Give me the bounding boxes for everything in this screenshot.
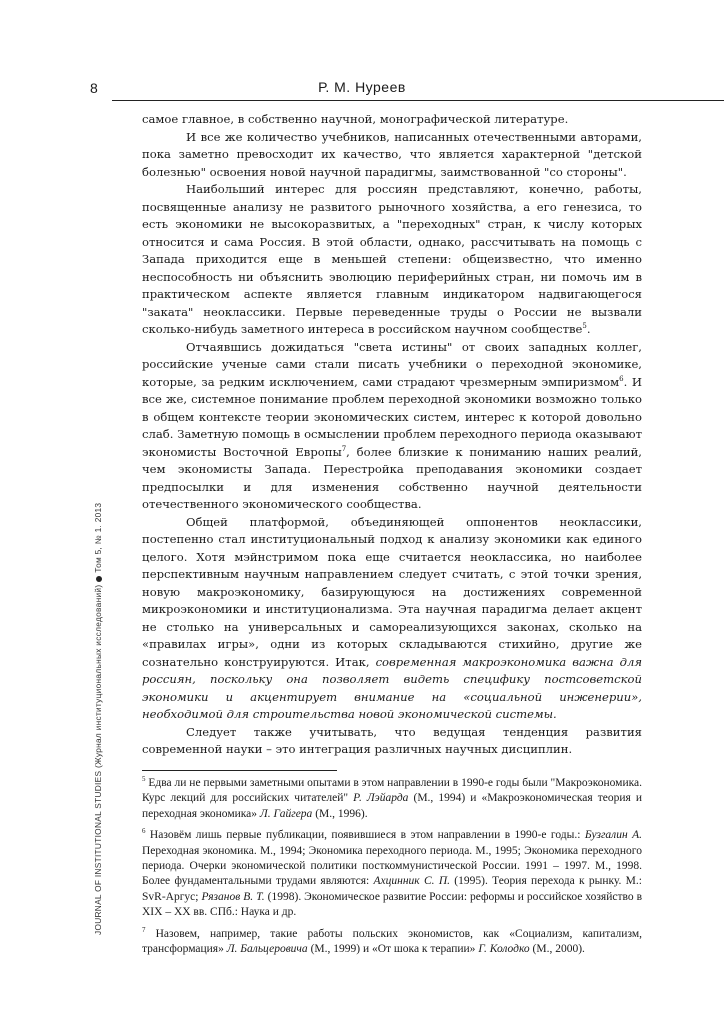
footnote-6-text: (1995). Теория перехода к рынку. М.: SvR-Аргус; — [142, 875, 642, 903]
page-number: 8 — [90, 80, 98, 96]
running-head-author: Р. М. Нуреев — [318, 79, 406, 95]
paragraph-3-text-b: . И все же, системное понимание проблем переходной экономики возможно только в общем контексте теории экономических систем, интерес к которой довольно слаб. Заметную помощь в осмыслении проблем переходного периода оказывают экономисты Восточной Европы — [142, 374, 642, 459]
paragraph-5: Следует также учитывать, что ведущая тенденция развития современной науки – это интеграция различных научных дисциплин. — [142, 724, 642, 756]
paragraph-1: И все же количество учебников, написанных отечественными авторами, пока заметно превосходит их качество, что является характерной "детской болезнью" освоения новой научной парадигмы, заимствованной "со стороны". — [142, 129, 642, 179]
footnote-ref-5[interactable]: 5 — [582, 322, 587, 331]
footnote-6-text: Назовём лишь первые публикации, появившиеся в этом направлении в 1990-е годы.: — [145, 829, 585, 842]
paragraph-2: Наибольший интерес для россиян представляют, конечно, работы, посвященные анализу не развитого рыночного хозяйства, а его генезиса, то есть экономики не высокоразвитых, а "переходных" стран, к числу которых относится и сама Россия. В этой области, однако, рассчитывать на помощь с Запада приходится еще в меньшей степени: общеизвестно, что именно неспособность ни объяснить эволюцию периферийных стран, ни помочь им в практическом аспекте является главным индикатором надвигающегося "заката" неоклассики. Первые переведенные труды о России не вызвали сколько-нибудь заметного интереса в российском научном сообществе$^5$. — [142, 182, 642, 336]
side-journal-caption — [93, 375, 103, 935]
paragraph-4-emphasis: современная макроэкономика важна для россиян, поскольку она позволяет видеть специфику постсоветской экономики и акцентирует внимание на «социальной инженерии», необходимой для строительства новой экономической системы. — [142, 654, 642, 721]
footnote-6-text: (1998). Экономическое развитие России: реформы и российское хозяйство в XIX – XX вв. СПб.: Наука и др. — [142, 890, 643, 919]
footnote-7-text: (М., 1999) и «От шока к терапии» — [307, 943, 479, 956]
main-text — [142, 111, 642, 759]
footnote-7-author: Л. Бальцеровича — [226, 943, 308, 956]
paragraph-2-text: Наибольший интерес для россиян представляют, конечно, работы, посвященные анализу не развитого рыночного хозяйства, а его генезиса, то есть экономики не высокоразвитых, а "переходных" стран, к числу которых относится и сама Россия. В этой области, однако, рассчитывать на помощь с Запада приходится еще в меньшей степени: общеизвестно, что именно неспособность ни объяснить эволюцию периферийных стран, ни помочь им в практическом аспекте является главным индикатором надвигающегося "заката" неоклассики. Первые переведенные труды о России не вызвали сколько-нибудь заметного интереса в российском научном сообществе — [142, 182, 642, 336]
footnote-7-author: Г. Колодко — [478, 943, 530, 956]
footnote-6-number: 6 — [142, 827, 146, 836]
paragraph-4 — [142, 514, 642, 724]
footnote-7-number: 7 — [142, 925, 146, 934]
header-rule — [112, 100, 724, 101]
footnote-5-author: Р. Лэйарда — [353, 792, 409, 805]
footnote-5-author: Л. Гайгера — [259, 807, 313, 820]
footnote-ref-7[interactable]: 7 — [341, 444, 347, 453]
side-volume: Том 5, № 1. 2013 — [93, 502, 103, 573]
footnote-7 — [142, 927, 642, 958]
footnote-rule — [142, 770, 337, 771]
footnote-ref-6[interactable]: 6 — [619, 374, 624, 383]
footnote-6-text: Переходная экономика. М., 1994; Экономика переходного периода. М., 1995; Экономика переходного периода. Очерки экономической политики посткоммунистической России. 1991 – 1997. М., 1998. Более фундаментальными трудами являются: — [142, 844, 642, 888]
footnote-7-text: Назовем, например, такие работы польских экономистов, как «Социализм, капитализм, трансформация» — [142, 927, 642, 956]
footnote-5-text: (М., 1994) и «Макроэкономическая теория и переходная экономика» — [142, 792, 642, 820]
bullet-dot-icon — [96, 576, 102, 582]
footnote-6-author: Рязанов В. Т. — [201, 890, 265, 903]
footnote-5 — [142, 776, 642, 822]
footnote-6-author: Ахцинник С. П. — [373, 875, 450, 888]
footnote-5-text: (М., 1996). — [312, 807, 368, 820]
paragraph-0: самое главное, в собственно научной, монографической литературе. — [142, 112, 569, 126]
footnote-6-author: Бузгалин А. — [584, 829, 642, 842]
paragraph-3-text-c: , более близкие к пониманию наших реалий, чем экономисты Запада. Перестройка преподавания экономики создает предпосылки и для изменения собственно научной деятельности отечественного экономического сообщества. — [142, 444, 642, 511]
paragraph-3 — [142, 339, 642, 514]
paragraph-4-text: Общей платформой, объединяющей оппонентов неоклассики, постепенно стал институциональный подход к анализу экономики как единого целого. Хотя мэйнстримом пока еще считается неоклассика, но наиболее перспективным научным направлением следует считать, с этой точки зрения, новую макроэкономику, базирующуюся на достижениях современной микроэкономики и институционализма. Эта научная парадигма делает акцент не столько на универсальных и самореализующихся законах, сколько на «правилах игры», одни из которых складываются стихийно, другие же сознательно конструируются. Итак, — [142, 514, 642, 669]
footnote-5-text: Едва ли не первыми заметными опытами в этом направлении в 1990-е годы были "Макроэкономика. Курс лекций для российских читателей" — [142, 777, 642, 805]
side-journal-title: JOURNAL OF INSTITUTIONAL STUDIES (Журнал институциональных исследований) — [93, 584, 103, 935]
footnote-7-text: (М., 2000). — [529, 943, 585, 956]
footnotes — [142, 776, 642, 963]
footnote-5-number: 5 — [142, 775, 146, 784]
footnote-6 — [142, 828, 642, 920]
paragraph-3-text-a: Отчаявшись дожидаться "света истины" от своих западных коллег, российские ученые сами стали писать учебники о переходной экономике, которые, за редким исключением, сами страдают чрезмерным эмпиризмом — [142, 339, 642, 389]
